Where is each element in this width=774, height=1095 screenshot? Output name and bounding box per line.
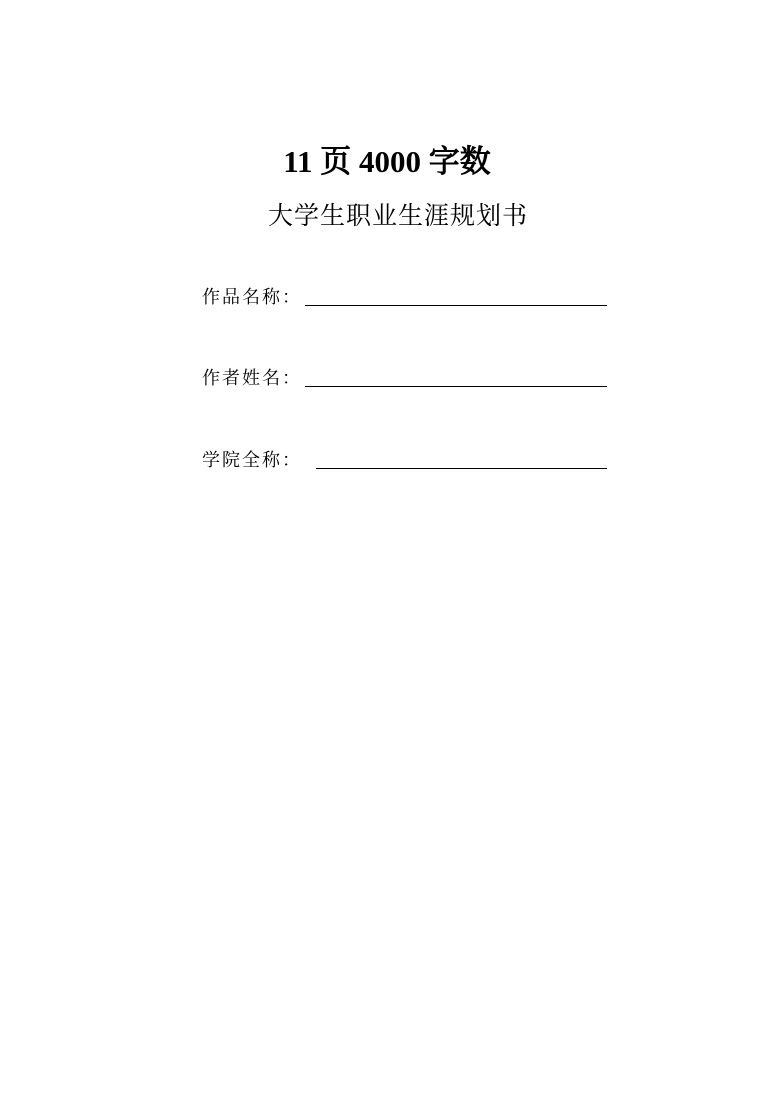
- author-name-label: 作者姓名：: [202, 368, 302, 389]
- college-name-blank-line: [316, 468, 607, 469]
- college-name-label: 学院全称：: [202, 450, 302, 471]
- document-title: 11 页 4000 字数: [283, 144, 491, 179]
- work-name-blank-line: [305, 305, 607, 306]
- author-name-blank-line: [305, 386, 607, 387]
- work-name-label: 作品名称：: [202, 287, 302, 308]
- document-subtitle: 大学生职业生涯规划书: [267, 201, 528, 230]
